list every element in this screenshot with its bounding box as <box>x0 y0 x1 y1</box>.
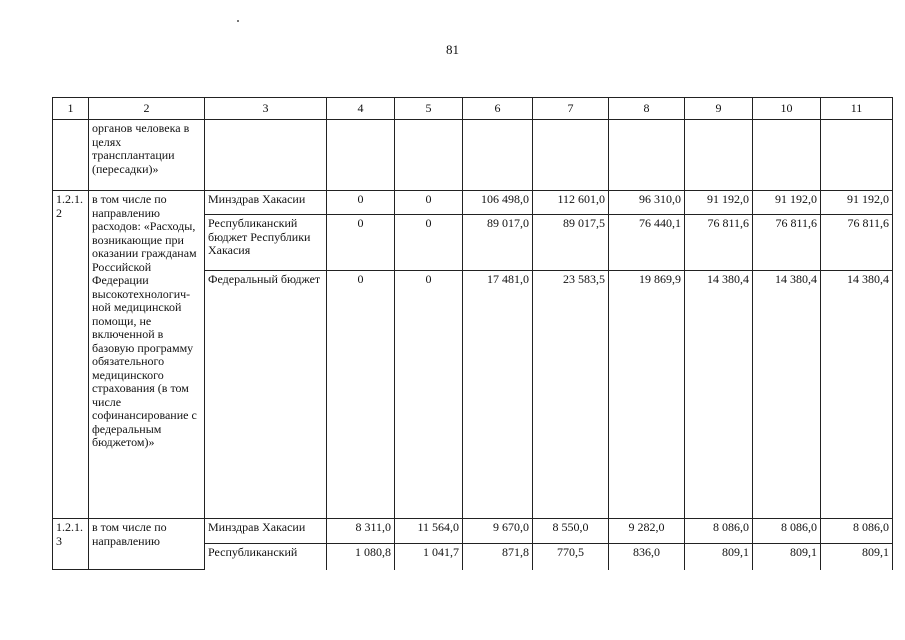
scan-speck <box>237 20 239 22</box>
column-header: 7 <box>533 98 609 120</box>
value-cell: 836,0 <box>609 544 685 570</box>
value-cell: 8 086,0 <box>685 519 753 544</box>
column-number-row <box>53 98 893 120</box>
table-row <box>53 519 893 544</box>
value-cell: 76 440,1 <box>609 215 685 271</box>
value-cell: 106 498,0 <box>463 191 533 215</box>
value-cell: 96 310,0 <box>609 191 685 215</box>
item-description: в том числе по направлению расходов: «Расходы, возникающие при оказании гражданам Российской Федерации высокотехнологич-ной медицинской помощи, не включенной в базовую программу обязательного медицинского страхования (в том числе софинансирование с федеральным бюджетом)» <box>89 191 205 519</box>
item-code: 1.2.1. 2 <box>53 191 89 519</box>
item-code: 1.2.1. 3 <box>53 519 89 570</box>
value-cell: 14 380,4 <box>753 271 821 519</box>
value-cell: 9 282,0 <box>609 519 685 544</box>
value-cell: 0 <box>395 191 463 215</box>
funding-source: Федеральный бюджет <box>205 271 327 519</box>
value-cell: 871,8 <box>463 544 533 570</box>
value-cell: 91 192,0 <box>685 191 753 215</box>
table-row <box>53 191 893 215</box>
value-cell: 1 080,8 <box>327 544 395 570</box>
column-header: 9 <box>685 98 753 120</box>
value-cell: 1 041,7 <box>395 544 463 570</box>
value-cell: 0 <box>327 215 395 271</box>
funding-source: Республиканский <box>205 544 327 570</box>
continuation-row <box>53 120 893 191</box>
value-cell: 89 017,0 <box>463 215 533 271</box>
value-cell: 0 <box>327 271 395 519</box>
column-header: 4 <box>327 98 395 120</box>
item-description: в том числе по направлению <box>89 519 205 570</box>
column-header: 6 <box>463 98 533 120</box>
value-cell: 89 017,5 <box>533 215 609 271</box>
value-cell: 11 564,0 <box>395 519 463 544</box>
value-cell: 809,1 <box>821 544 893 570</box>
value-cell: 0 <box>327 191 395 215</box>
value-cell: 76 811,6 <box>753 215 821 271</box>
column-header: 8 <box>609 98 685 120</box>
code-cell <box>53 120 89 191</box>
column-header: 3 <box>205 98 327 120</box>
value-cell: 8 311,0 <box>327 519 395 544</box>
value-cell: 8 086,0 <box>753 519 821 544</box>
value-cell: 91 192,0 <box>753 191 821 215</box>
column-header: 10 <box>753 98 821 120</box>
column-header: 1 <box>53 98 89 120</box>
column-header: 11 <box>821 98 893 120</box>
value-cell: 112 601,0 <box>533 191 609 215</box>
value-cell: 14 380,4 <box>821 271 893 519</box>
value-cell: 76 811,6 <box>821 215 893 271</box>
page-number: 81 <box>446 42 459 57</box>
value-cell: 9 670,0 <box>463 519 533 544</box>
value-cell: 8 086,0 <box>821 519 893 544</box>
value-cell: 0 <box>395 215 463 271</box>
value-cell: 809,1 <box>753 544 821 570</box>
value-cell: 91 192,0 <box>821 191 893 215</box>
funding-source: Минздрав Хакасии <box>205 191 327 215</box>
value-cell: 0 <box>395 271 463 519</box>
value-cell: 17 481,0 <box>463 271 533 519</box>
funding-source: Минздрав Хакасии <box>205 519 327 544</box>
value-cell: 8 550,0 <box>533 519 609 544</box>
column-header: 2 <box>89 98 205 120</box>
budget-table <box>52 97 893 570</box>
value-cell: 14 380,4 <box>685 271 753 519</box>
column-header: 5 <box>395 98 463 120</box>
description-cell: органов человека в целях трансплантации (пересадки)» <box>89 120 205 191</box>
funding-source: Республиканский бюджет Республики Хакасия <box>205 215 327 271</box>
value-cell: 770,5 <box>533 544 609 570</box>
value-cell: 76 811,6 <box>685 215 753 271</box>
value-cell: 809,1 <box>685 544 753 570</box>
value-cell: 23 583,5 <box>533 271 609 519</box>
value-cell: 19 869,9 <box>609 271 685 519</box>
